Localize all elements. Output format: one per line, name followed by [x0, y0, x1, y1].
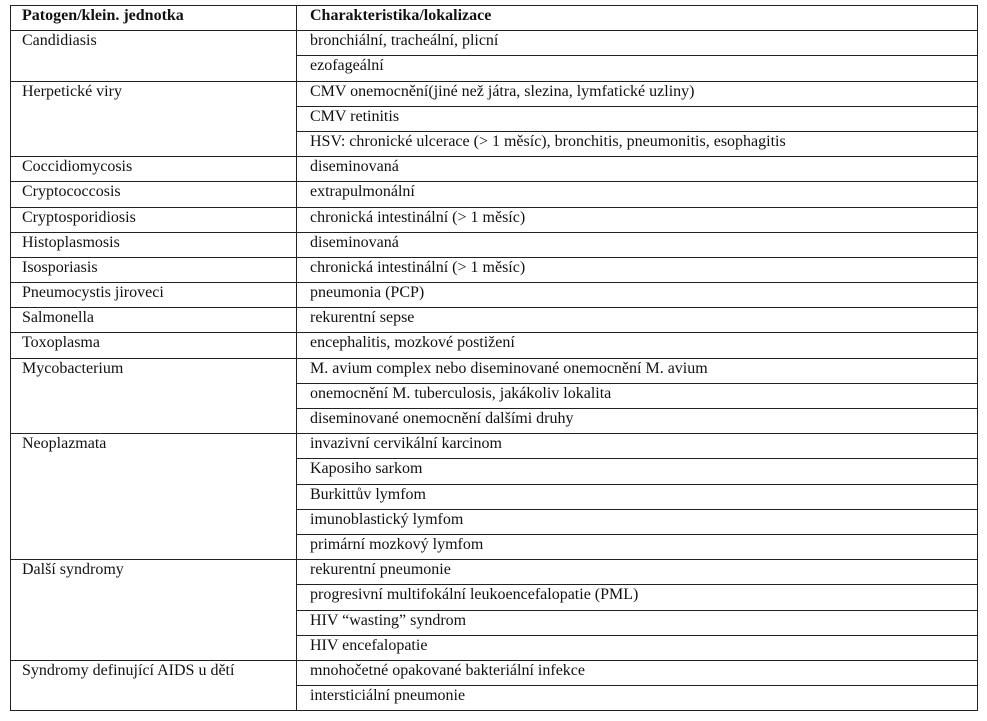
characteristic-cell: chronická intestinální (> 1 měsíc) [297, 207, 978, 232]
table-row [11, 182, 978, 207]
table-row [11, 207, 978, 232]
pathogen-cell: Cryptococcosis [11, 182, 297, 207]
pathogen-cell: Candidiasis [11, 31, 297, 81]
characteristic-cell: invazivní cervikální karcinom [297, 434, 978, 459]
header-row [11, 6, 978, 31]
pathogen-cell: Pneumocystis jiroveci [11, 283, 297, 308]
table-row [11, 31, 978, 56]
table-row [11, 308, 978, 333]
table-row [11, 81, 978, 106]
characteristic-cell: ezofageální [297, 56, 978, 81]
header-pathogen: Patogen/klein. jednotka [11, 6, 297, 31]
characteristic-cell: bronchiální, tracheální, plicní [297, 31, 978, 56]
table-row [11, 157, 978, 182]
characteristic-cell: diseminovaná [297, 232, 978, 257]
characteristic-cell: mnohočetné opakované bakteriální infekce [297, 660, 978, 685]
pathogen-cell: Herpetické viry [11, 81, 297, 157]
characteristic-cell: Kaposiho sarkom [297, 459, 978, 484]
characteristic-cell: CMV onemocnění(jiné než játra, slezina, lymfatické uzliny) [297, 81, 978, 106]
characteristic-cell: rekurentní pneumonie [297, 560, 978, 585]
table-row [11, 232, 978, 257]
table-row [11, 660, 978, 685]
characteristic-cell: extrapulmonální [297, 182, 978, 207]
characteristic-cell: diseminované onemocnění dalšími druhy [297, 409, 978, 434]
characteristic-cell: chronická intestinální (> 1 měsíc) [297, 257, 978, 282]
characteristic-cell: encephalitis, mozkové postižení [297, 333, 978, 358]
table-row [11, 333, 978, 358]
pathogen-cell: Histoplasmosis [11, 232, 297, 257]
header-characteristic: Charakteristika/lokalizace [297, 6, 978, 31]
pathogen-cell: Syndromy definující AIDS u dětí [11, 660, 297, 710]
characteristic-cell: diseminovaná [297, 157, 978, 182]
characteristic-cell: Burkittův lymfom [297, 484, 978, 509]
pathogen-cell: Neoplazmata [11, 434, 297, 560]
pathogen-cell: Další syndromy [11, 560, 297, 661]
characteristic-cell: onemocnění M. tuberculosis, jakákoliv lokalita [297, 383, 978, 408]
table-row [11, 283, 978, 308]
characteristic-cell: HIV “wasting” syndrom [297, 610, 978, 635]
characteristic-cell: pneumonia (PCP) [297, 283, 978, 308]
table-row [11, 358, 978, 383]
table-row [11, 434, 978, 459]
table-row [11, 257, 978, 282]
pathogen-cell: Coccidiomycosis [11, 157, 297, 182]
characteristic-cell: rekurentní sepse [297, 308, 978, 333]
characteristic-cell: CMV retinitis [297, 106, 978, 131]
aids-defining-conditions-table [10, 5, 978, 711]
characteristic-cell: HSV: chronické ulcerace (> 1 měsíc), bronchitis, pneumonitis, esophagitis [297, 131, 978, 156]
characteristic-cell: HIV encefalopatie [297, 635, 978, 660]
pathogen-cell: Mycobacterium [11, 358, 297, 434]
characteristic-cell: M. avium complex nebo diseminované onemocnění M. avium [297, 358, 978, 383]
characteristic-cell: intersticiální pneumonie [297, 686, 978, 711]
pathogen-cell: Salmonella [11, 308, 297, 333]
pathogen-cell: Cryptosporidiosis [11, 207, 297, 232]
table-row [11, 560, 978, 585]
characteristic-cell: primární mozkový lymfom [297, 534, 978, 559]
pathogen-cell: Toxoplasma [11, 333, 297, 358]
pathogen-cell: Isosporiasis [11, 257, 297, 282]
characteristic-cell: imunoblastický lymfom [297, 509, 978, 534]
characteristic-cell: progresivní multifokální leukoencefalopatie (PML) [297, 585, 978, 610]
